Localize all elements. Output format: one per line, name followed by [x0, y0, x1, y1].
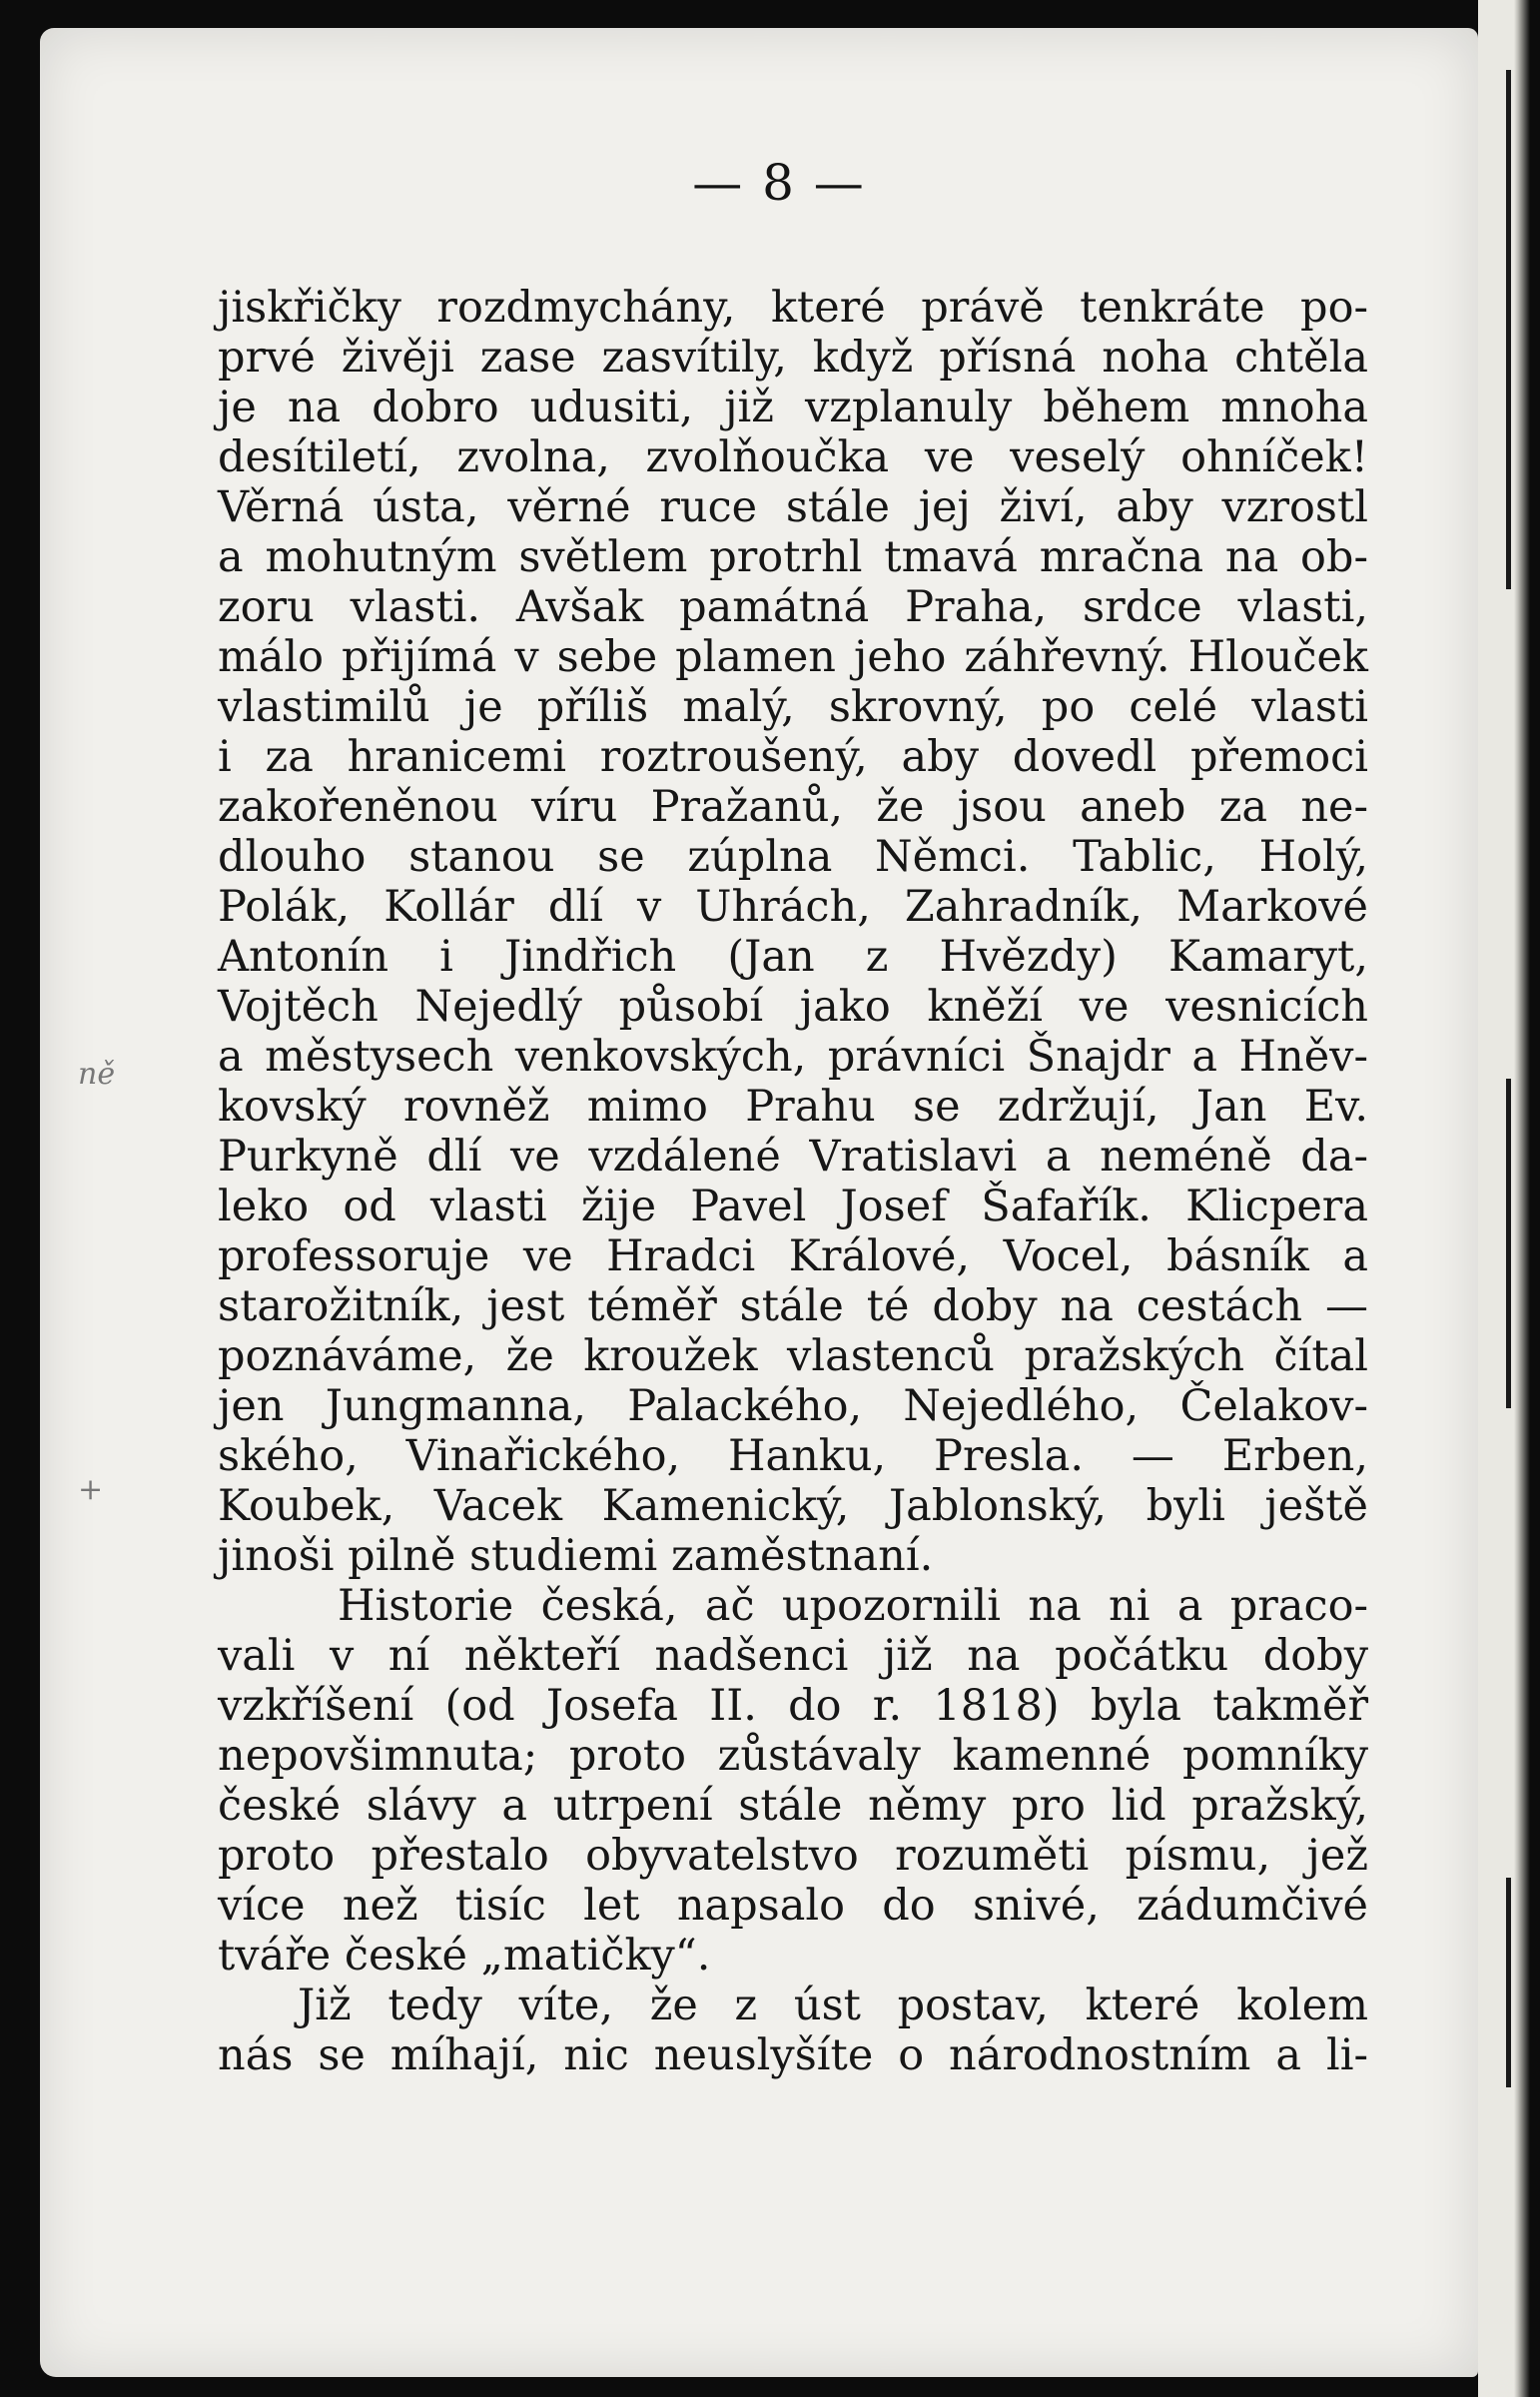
text-line: Purkyně dlí ve vzdálené Vratislavi a neméně da- [218, 1132, 1368, 1182]
text-line: jen Jungmanna, Palackého, Nejedlého, Čelakov- [218, 1381, 1368, 1431]
text-line: ského, Vinařického, Hanku, Presla. — Erben, [218, 1431, 1368, 1481]
page-edge-line [1506, 1878, 1511, 2087]
text-line: Věrná ústa, věrné ruce stále jej živí, aby vzrostl [218, 482, 1368, 532]
text-line: Historie česká, ač upozornili na ni a praco- [338, 1581, 1368, 1631]
text-line: nepovšimnuta; proto zůstávaly kamenné pomníky [218, 1731, 1368, 1781]
text-line: leko od vlasti žije Pavel Josef Šafařík. Klicpera [218, 1182, 1368, 1231]
text-line: více než tisíc let napsalo do snivé, zádumčivé [218, 1881, 1368, 1931]
text-line: jiskřičky rozdmychány, které právě tenkráte po- [218, 283, 1368, 333]
margin-note: + [78, 1472, 104, 1507]
text-line: Vojtěch Nejedlý působí jako kněží ve vesnicích [218, 982, 1368, 1032]
text-line: desítiletí, zvolna, zvolňoučka ve veselý ohníček! [218, 432, 1368, 482]
page-edge-line [1506, 1079, 1511, 1408]
text-line: kovský rovněž mimo Prahu se zdržují, Jan Ev. [218, 1082, 1368, 1132]
text-line: vlastimilů je příliš malý, skrovný, po celé vlasti [218, 682, 1368, 732]
text-line: poznáváme, že kroužek vlastenců pražských čítal [218, 1331, 1368, 1381]
text-line: prvé živěji zase zasvítily, když přísná noha chtěla [218, 333, 1368, 383]
text-line: a mohutným světlem protrhl tmavá mračna na ob- [218, 532, 1368, 582]
text-line: málo přijímá v sebe plamen jeho záhřevný. Hlouček [218, 632, 1368, 682]
margin-note: ně [78, 1057, 116, 1092]
text-line: dlouho stanou se zúplna Němci. Tablic, Holý, [218, 832, 1368, 882]
text-line: proto přestalo obyvatelstvo rozuměti písmu, jež [218, 1831, 1368, 1881]
text-line: Antonín i Jindřich (Jan z Hvězdy) Kamaryt, [218, 932, 1368, 982]
text-line: zoru vlasti. Avšak památná Praha, srdce vlasti, [218, 582, 1368, 632]
text-line: nás se míhají, nic neuslyšíte o národnostním a li- [218, 2030, 1368, 2080]
text-line: professoruje ve Hradci Králové, Vocel, básník a [218, 1231, 1368, 1281]
text-line: vali v ní někteří nadšenci již na počátku doby [218, 1631, 1368, 1681]
text-line: i za hranicemi roztroušený, aby dovedl přemoci [218, 732, 1368, 782]
text-line: Již tedy víte, že z úst postav, které kolem [298, 1981, 1368, 2030]
page-edge-line [1506, 70, 1511, 589]
text-line: tváře české „matičky“. [218, 1931, 711, 1981]
text-line: starožitník, jest téměř stále té doby na cestách — [218, 1281, 1368, 1331]
text-line: vzkříšení (od Josefa II. do r. 1818) byla takměř [218, 1681, 1368, 1731]
text-line: Polák, Kollár dlí v Uhrách, Zahradník, Markové [218, 882, 1368, 932]
text-line: zakořeněnou víru Pražanů, že jsou aneb za ne- [218, 782, 1368, 832]
text-line: a městysech venkovských, právníci Šnajdr a Hněv- [218, 1032, 1368, 1082]
body-text [218, 283, 1368, 2080]
text-line: Koubek, Vacek Kamenický, Jablonský, byli ještě [218, 1481, 1368, 1531]
text-line: je na dobro udusiti, již vzplanuly během mnoha [218, 383, 1368, 432]
text-line: jinoši pilně studiemi zaměstnaní. [218, 1531, 934, 1581]
text-line: české slávy a utrpení stále němy pro lid pražský, [218, 1781, 1368, 1831]
page-number: — 8 — [692, 154, 866, 212]
